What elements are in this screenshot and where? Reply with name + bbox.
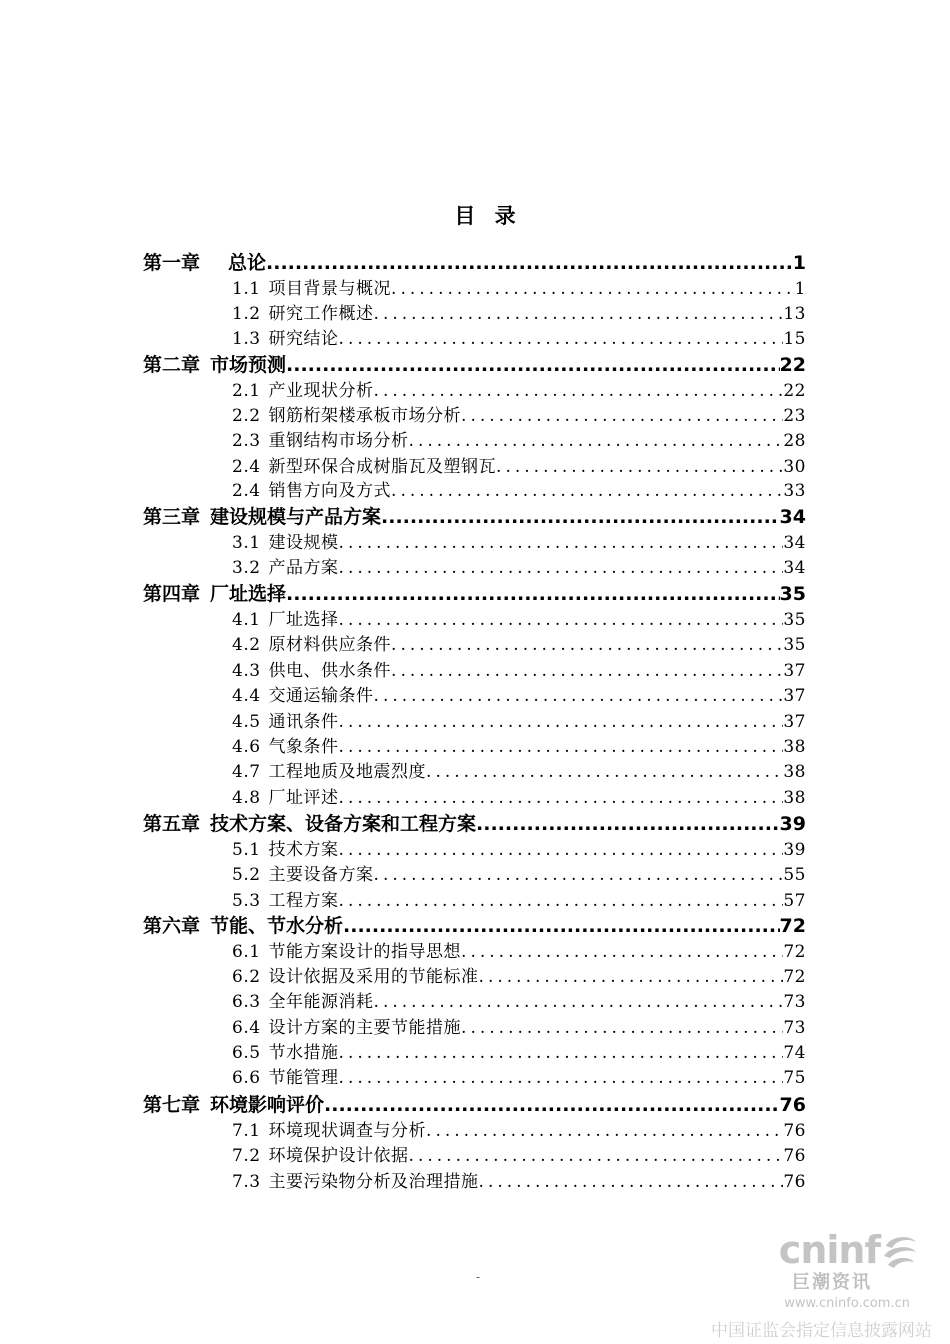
toc-entry-label: 环境保护设计依据: [268, 1146, 409, 1166]
toc-entry-page: 38: [783, 737, 806, 757]
watermark-url: www.cninfo.com.cn: [784, 1296, 910, 1311]
toc-entry-label: 气象条件: [268, 737, 339, 757]
toc-entry-label: 环境现状调查与分析: [268, 1121, 427, 1141]
toc-section-entry: [232, 274, 806, 299]
dot-leader: [461, 406, 783, 426]
toc-entry-label: 市场预测: [210, 354, 287, 376]
toc-section-entry: [232, 452, 806, 477]
toc-section-entry: [232, 835, 806, 860]
dot-leader: [496, 457, 783, 477]
toc-section-entry: [232, 528, 806, 553]
dot-leader: [426, 762, 783, 782]
dot-leader: [391, 661, 783, 681]
dot-leader: [339, 1068, 784, 1088]
dot-leader: [339, 788, 784, 808]
toc-entry-page: 72: [783, 967, 806, 987]
dot-leader: [339, 329, 784, 349]
dot-leader: [409, 431, 784, 451]
toc-entry-label: 环境影响评价: [210, 1094, 325, 1116]
toc-section-entry: [232, 401, 806, 426]
toc-entry-label: 工程地质及地震烈度: [268, 762, 427, 782]
toc-entry-page: 1: [792, 252, 806, 274]
toc-entry-number: 1.3: [232, 329, 261, 349]
toc-entry-label: 节能方案设计的指导思想: [268, 942, 462, 962]
toc-section-entry: [232, 376, 806, 401]
toc-entry-label: 研究结论: [268, 329, 339, 349]
toc-entry-page: 39: [779, 813, 806, 835]
toc-entry-page: 28: [783, 431, 806, 451]
toc-entry-page: 76: [779, 1094, 806, 1116]
toc-entry-number: 第二章: [143, 354, 201, 376]
dot-leader: [374, 686, 784, 706]
toc-entry-number: 第一章: [143, 252, 201, 274]
toc-section-entry: [232, 605, 806, 630]
toc-section-entry: [232, 707, 806, 732]
toc-section-entry: [232, 757, 806, 782]
toc-entry-page: 57: [783, 891, 806, 911]
dot-leader: [339, 1043, 784, 1063]
toc-section-entry: [232, 426, 806, 451]
toc-entry-label: 钢筋桁架楼承板市场分析: [268, 406, 462, 426]
toc-entry-number: 2.1: [232, 381, 261, 401]
toc-entry-number: 5.3: [232, 891, 261, 911]
toc-section-entry: [232, 937, 806, 962]
toc-entry-label: 新型环保合成树脂瓦及塑钢瓦: [268, 457, 497, 477]
swirl-logo-icon: [880, 1232, 920, 1270]
dot-leader: [266, 252, 793, 274]
toc-entry-page: 37: [783, 686, 806, 706]
page-number-mark: -: [476, 1270, 481, 1284]
toc-entry-page: 39: [783, 840, 806, 860]
toc-entry-page: 35: [783, 635, 806, 655]
toc-entry-page: 76: [783, 1121, 806, 1141]
toc-entry-label: 通讯条件: [268, 712, 339, 732]
toc-entry-label: 研究工作概述: [268, 304, 374, 324]
toc-title: 目 录: [454, 204, 522, 228]
toc-entry-label: 建设规模与产品方案: [210, 506, 382, 528]
watermark-cn-name: 巨潮资讯: [792, 1272, 872, 1293]
dot-leader: [339, 712, 784, 732]
toc-section-entry: [232, 987, 806, 1012]
toc-entry-page: 55: [783, 865, 806, 885]
toc-entry-label: 厂址选择: [210, 583, 287, 605]
toc-chapter-entry: [143, 809, 806, 836]
toc-entry-page: 37: [783, 712, 806, 732]
dot-leader: [339, 840, 784, 860]
toc-entry-page: 30: [783, 457, 806, 477]
toc-entry-label: 设计方案的主要节能措施: [268, 1018, 462, 1038]
toc-entry-number: 第四章: [143, 583, 201, 605]
dot-leader: [461, 1018, 783, 1038]
dot-leader: [339, 533, 784, 553]
toc-entry-label: 销售方向及方式: [268, 481, 392, 501]
toc-entry-number: 7.3: [232, 1172, 261, 1192]
toc-entry-page: 75: [783, 1068, 806, 1088]
dot-leader: [391, 481, 783, 501]
toc-entry-label: 厂址选择: [268, 610, 339, 630]
toc-section-entry: [232, 1167, 806, 1192]
toc-entry-page: 13: [783, 304, 806, 324]
toc-section-entry: [232, 962, 806, 987]
toc-entry-page: 38: [783, 762, 806, 782]
toc-section-entry: [232, 656, 806, 681]
dot-leader: [286, 583, 780, 605]
toc-section-entry: [232, 630, 806, 655]
toc-entry-page: 22: [779, 354, 806, 376]
dot-leader: [391, 635, 783, 655]
toc-entry-number: 2.4: [232, 457, 261, 477]
toc-entry-page: 72: [779, 915, 806, 937]
toc-entry-page: 74: [783, 1043, 806, 1063]
toc-entry-page: 37: [783, 661, 806, 681]
toc-entry-number: 6.3: [232, 992, 261, 1012]
dot-leader: [374, 865, 784, 885]
toc-entry-number: 5.1: [232, 840, 261, 860]
toc-section-entry: [232, 1063, 806, 1088]
toc-section-entry: [232, 553, 806, 578]
toc-entry-number: 6.6: [232, 1068, 261, 1088]
toc-entry-number: 1.2: [232, 304, 261, 324]
toc-entry-label: 全年能源消耗: [268, 992, 374, 1012]
toc-entry-label: 技术方案: [268, 840, 339, 860]
toc-entry-number: 4.4: [232, 686, 261, 706]
dot-leader: [286, 354, 780, 376]
toc-entry-label: 原材料供应条件: [268, 635, 392, 655]
toc-section-entry: [232, 1013, 806, 1038]
toc-entry-page: 73: [783, 992, 806, 1012]
toc-entry-number: 1.1: [232, 279, 261, 299]
toc-chapter-entry: [143, 579, 806, 606]
toc-section-entry: [232, 783, 806, 808]
toc-entry-page: 76: [783, 1146, 806, 1166]
toc-section-entry: [232, 732, 806, 757]
toc-entry-number: 3.2: [232, 558, 261, 578]
dot-leader: [479, 967, 784, 987]
toc-entry-number: 4.8: [232, 788, 261, 808]
toc-entry-number: 4.1: [232, 610, 261, 630]
dot-leader: [479, 1172, 784, 1192]
toc-entry-page: 33: [783, 481, 806, 501]
toc-entry-label: 供电、供水条件: [268, 661, 392, 681]
toc-entry-number: 6.4: [232, 1018, 261, 1038]
toc-entry-label: 节水措施: [268, 1043, 339, 1063]
toc-entry-label: 厂址评述: [268, 788, 339, 808]
toc-entry-label: 建设规模: [268, 533, 339, 553]
toc-chapter-entry: [143, 502, 806, 529]
toc-entry-number: 4.3: [232, 661, 261, 681]
toc-entry-number: 2.3: [232, 431, 261, 451]
toc-entry-label: 产品方案: [268, 558, 339, 578]
toc-entry-label: 设计依据及采用的节能标准: [268, 967, 479, 987]
toc-entry-number: 4.2: [232, 635, 261, 655]
dot-leader: [374, 304, 784, 324]
toc-entry-label: 节能管理: [268, 1068, 339, 1088]
toc-entry-number: 3.1: [232, 533, 261, 553]
toc-section-entry: [232, 324, 806, 349]
toc-section-entry: [232, 1116, 806, 1141]
toc-entry-label: 重钢结构市场分析: [268, 431, 409, 451]
watermark-footer: 中国证监会指定信息披露网站: [711, 1321, 932, 1341]
toc-entry-page: 34: [783, 533, 806, 553]
dot-leader: [461, 942, 783, 962]
toc-section-entry: [232, 860, 806, 885]
toc-section-entry: [232, 1038, 806, 1063]
toc-section-entry: [232, 886, 806, 911]
cninfo-watermark: [711, 1228, 932, 1341]
toc-entry-number: 4.7: [232, 762, 261, 782]
dot-leader: [426, 1121, 783, 1141]
toc-entry-page: 23: [783, 406, 806, 426]
dot-leader: [374, 381, 784, 401]
toc-chapter-entry: [143, 248, 806, 275]
toc-entry-label: 节能、节水分析: [210, 915, 344, 937]
toc-entry-number: 5.2: [232, 865, 261, 885]
toc-chapter-entry: [143, 1090, 806, 1117]
toc-section-entry: [232, 681, 806, 706]
dot-leader: [339, 737, 784, 757]
dot-leader: [391, 279, 795, 299]
watermark-logo-text: cninf: [778, 1228, 880, 1272]
toc-entry-label: 交通运输条件: [268, 686, 374, 706]
dot-leader: [374, 992, 784, 1012]
dot-leader: [324, 1094, 780, 1116]
toc-entry-number: 6.5: [232, 1043, 261, 1063]
toc-entry-number: 2.4: [232, 481, 261, 501]
toc-entry-page: 34: [779, 506, 806, 528]
toc-entry-label: 总论: [228, 252, 267, 274]
toc-chapter-entry: [143, 350, 806, 377]
toc-entry-page: 38: [783, 788, 806, 808]
toc-entry-page: 35: [783, 610, 806, 630]
toc-entry-page: 15: [783, 329, 806, 349]
toc-entry-page: 22: [783, 381, 806, 401]
toc-chapter-entry: [143, 911, 806, 938]
dot-leader: [476, 813, 780, 835]
dot-leader: [409, 1146, 784, 1166]
toc-entry-number: 第五章: [143, 813, 201, 835]
toc-entry-number: 4.5: [232, 712, 261, 732]
toc-section-entry: [232, 299, 806, 324]
dot-leader: [339, 610, 784, 630]
toc-entry-number: 第三章: [143, 506, 201, 528]
toc-entry-label: 主要污染物分析及治理措施: [268, 1172, 479, 1192]
dot-leader: [381, 506, 780, 528]
toc-entry-number: 4.6: [232, 737, 261, 757]
toc-entry-label: 技术方案、设备方案和工程方案: [210, 813, 477, 835]
dot-leader: [343, 915, 780, 937]
toc-entry-number: 6.1: [232, 942, 261, 962]
toc-entry-number: 第七章: [143, 1094, 201, 1116]
toc-entry-page: 35: [779, 583, 806, 605]
dot-leader: [339, 558, 784, 578]
toc-entry-page: 76: [783, 1172, 806, 1192]
toc-entry-page: 72: [783, 942, 806, 962]
toc-entry-number: 6.2: [232, 967, 261, 987]
toc-entry-label: 产业现状分析: [268, 381, 374, 401]
toc-entry-number: 7.1: [232, 1121, 261, 1141]
toc-entry-label: 工程方案: [268, 891, 339, 911]
toc-entry-page: 1: [794, 279, 806, 299]
toc-entry-number: 第六章: [143, 915, 201, 937]
toc-entry-label: 项目背景与概况: [268, 279, 392, 299]
dot-leader: [339, 891, 784, 911]
toc-entry-page: 73: [783, 1018, 806, 1038]
toc-entry-number: 7.2: [232, 1146, 261, 1166]
toc-section-entry: [232, 1141, 806, 1166]
toc-entry-label: 主要设备方案: [268, 865, 374, 885]
toc-entry-number: 2.2: [232, 406, 261, 426]
toc-section-entry: [232, 476, 806, 501]
toc-entry-page: 34: [783, 558, 806, 578]
